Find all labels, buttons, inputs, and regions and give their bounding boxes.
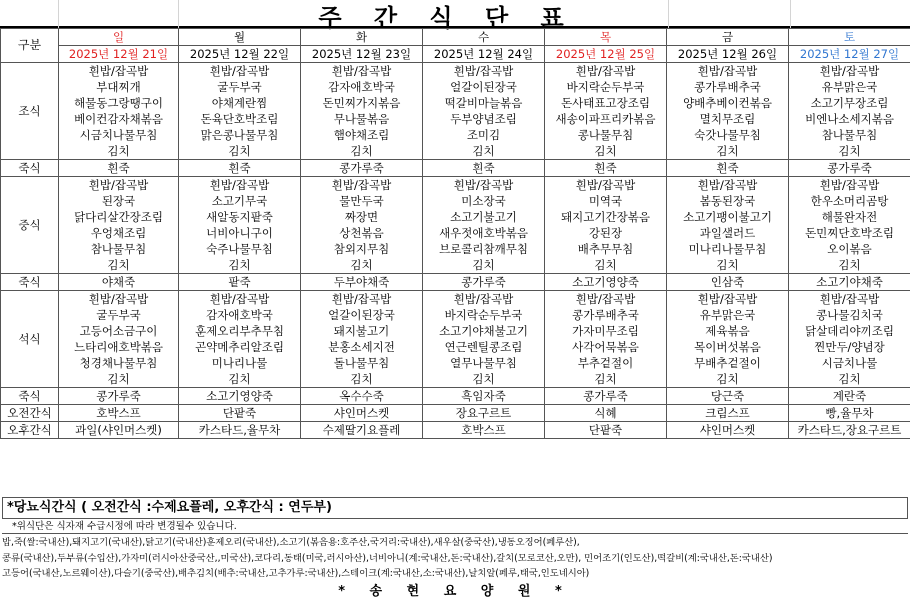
menu-item: 김치 bbox=[59, 371, 179, 388]
menu-item: 김치 bbox=[789, 371, 910, 388]
menu-item: 흰밥/잡곡밥 bbox=[545, 291, 667, 308]
day-name: 토 bbox=[789, 29, 910, 46]
day-name: 월 bbox=[179, 29, 301, 46]
menu-item: 숙주나물무침 bbox=[179, 241, 301, 257]
menu-row bbox=[1, 193, 910, 209]
menu-item: 미나리나물 bbox=[179, 355, 301, 371]
menu-item: 우엉채조림 bbox=[59, 225, 179, 241]
menu-item: 무나물볶음 bbox=[301, 111, 423, 127]
menu-item: 크림스프 bbox=[667, 405, 789, 422]
menu-item: 콩가루죽 bbox=[545, 388, 667, 405]
grid-line bbox=[790, 0, 791, 28]
menu-item: 김치 bbox=[545, 371, 667, 388]
menu-row bbox=[1, 371, 910, 388]
menu-item: 옥수수죽 bbox=[301, 388, 423, 405]
menu-item: 김치 bbox=[667, 371, 789, 388]
menu-item: 햄야채조림 bbox=[301, 127, 423, 143]
menu-item: 빵,율무차 bbox=[789, 405, 910, 422]
menu-item: 호박스프 bbox=[59, 405, 179, 422]
menu-item: 김치 bbox=[667, 257, 789, 274]
meal-label: 죽식 bbox=[1, 160, 59, 177]
menu-row bbox=[1, 257, 910, 274]
menu-item: 숙갓나물무침 bbox=[667, 127, 789, 143]
menu-item: 두부야채죽 bbox=[301, 274, 423, 291]
day-name: 화 bbox=[301, 29, 423, 46]
menu-item: 굴두부국 bbox=[59, 307, 179, 323]
menu-item: 흰밥/잡곡밥 bbox=[59, 63, 179, 80]
menu-item: 물만두국 bbox=[301, 193, 423, 209]
menu-item: 비엔나소세지볶음 bbox=[789, 111, 910, 127]
menu-item: 김치 bbox=[301, 371, 423, 388]
meal-label: 죽식 bbox=[1, 388, 59, 405]
menu-item: 돈민찌가지볶음 bbox=[301, 95, 423, 111]
menu-row bbox=[1, 323, 910, 339]
menu-item: 흰죽 bbox=[423, 160, 545, 177]
facility-name-footer: * 송 현 요 양 원 * bbox=[338, 584, 572, 599]
menu-row bbox=[1, 160, 910, 177]
menu-item: 김치 bbox=[179, 257, 301, 274]
menu-item: 호박스프 bbox=[423, 422, 545, 439]
menu-item: 김치 bbox=[423, 257, 545, 274]
menu-row bbox=[1, 339, 910, 355]
menu-item: 김치 bbox=[59, 257, 179, 274]
grid-line bbox=[58, 0, 59, 28]
menu-item: 두부양념조림 bbox=[423, 111, 545, 127]
menu-item: 흑임자죽 bbox=[423, 388, 545, 405]
menu-item: 흰밥/잡곡밥 bbox=[179, 177, 301, 194]
menu-item: 해물완자전 bbox=[789, 209, 910, 225]
menu-item: 흰밥/잡곡밥 bbox=[423, 291, 545, 308]
menu-item: 새송이파프리카볶음 bbox=[545, 111, 667, 127]
menu-row bbox=[1, 291, 910, 308]
menu-item: 돈육단호박조림 bbox=[179, 111, 301, 127]
menu-item: 시금치나물 bbox=[789, 355, 910, 371]
menu-item: 콩가루죽 bbox=[789, 160, 910, 177]
menu-item: 카스타드,장요구르트 bbox=[789, 422, 910, 439]
title-row bbox=[0, 0, 910, 32]
menu-item: 유부맑은국 bbox=[667, 307, 789, 323]
menu-item: 소고기불고기 bbox=[423, 209, 545, 225]
menu-item: 바지락순두부국 bbox=[423, 307, 545, 323]
menu-item: 흰밥/잡곡밥 bbox=[667, 291, 789, 308]
menu-item: 유부맑은국 bbox=[789, 79, 910, 95]
menu-item: 소고기영양죽 bbox=[179, 388, 301, 405]
menu-item: 과일(샤인머스켓) bbox=[59, 422, 179, 439]
day-date: 2025년 12월 22일 bbox=[179, 46, 301, 63]
menu-item: 당근죽 bbox=[667, 388, 789, 405]
day-date: 2025년 12월 25일 bbox=[545, 46, 667, 63]
menu-item: 연근렌틸콩조림 bbox=[423, 339, 545, 355]
menu-item: 소고기팽이불고기 bbox=[667, 209, 789, 225]
day-date: 2025년 12월 26일 bbox=[667, 46, 789, 63]
menu-row bbox=[1, 127, 910, 143]
meal-label: 중식 bbox=[1, 177, 59, 274]
menu-item: 제육볶음 bbox=[667, 323, 789, 339]
menu-item: 흰밥/잡곡밥 bbox=[789, 291, 910, 308]
day-date: 2025년 12월 24일 bbox=[423, 46, 545, 63]
header-label: 구분 bbox=[1, 29, 59, 63]
day-name: 금 bbox=[667, 29, 789, 46]
menu-item: 새알동지팥죽 bbox=[179, 209, 301, 225]
menu-item: 콩가루죽 bbox=[59, 388, 179, 405]
menu-item: 돼지고기간장볶음 bbox=[545, 209, 667, 225]
menu-item: 흰밥/잡곡밥 bbox=[301, 291, 423, 308]
menu-item: 굴두부국 bbox=[179, 79, 301, 95]
menu-row bbox=[1, 355, 910, 371]
menu-item: 돈민찌단호박조림 bbox=[789, 225, 910, 241]
menu-item: 김치 bbox=[179, 371, 301, 388]
menu-item: 미나리나물무침 bbox=[667, 241, 789, 257]
menu-item: 야채죽 bbox=[59, 274, 179, 291]
page-title: 주 간 식 단 표 bbox=[318, 4, 576, 32]
menu-item: 김치 bbox=[667, 143, 789, 160]
menu-item: 떡갈비마늘볶음 bbox=[423, 95, 545, 111]
menu-item: 오이볶음 bbox=[789, 241, 910, 257]
menu-item: 흰죽 bbox=[179, 160, 301, 177]
menu-item: 감자애호박국 bbox=[301, 79, 423, 95]
menu-item: 흰밥/잡곡밥 bbox=[667, 177, 789, 194]
menu-item: 흰밥/잡곡밥 bbox=[179, 291, 301, 308]
menu-item: 콩나물김치국 bbox=[789, 307, 910, 323]
weekly-menu-table bbox=[0, 28, 910, 439]
menu-item: 닭다리살간장조림 bbox=[59, 209, 179, 225]
menu-row bbox=[1, 405, 910, 422]
menu-item: 흰밥/잡곡밥 bbox=[789, 177, 910, 194]
menu-row bbox=[1, 143, 910, 160]
menu-item: 참나물무침 bbox=[59, 241, 179, 257]
menu-row bbox=[1, 95, 910, 111]
menu-item: 김치 bbox=[301, 143, 423, 160]
menu-item: 흰밥/잡곡밥 bbox=[179, 63, 301, 80]
menu-item: 찐만두/양념장 bbox=[789, 339, 910, 355]
menu-row bbox=[1, 274, 910, 291]
menu-item: 식혜 bbox=[545, 405, 667, 422]
menu-item: 흰밥/잡곡밥 bbox=[59, 177, 179, 194]
menu-item: 양배추베이컨볶음 bbox=[667, 95, 789, 111]
menu-item: 샤인머스켓 bbox=[667, 422, 789, 439]
menu-item: 해물동그랑땡구이 bbox=[59, 95, 179, 111]
menu-item: 브로콜리참깨무침 bbox=[423, 241, 545, 257]
origin-line: 콩류(국내산),두부류(수입산),가자미(러시아산중국산,,미국산),코다리,동태(미국,러시아산),너비아니(계:국내산,돈:국내산),갈치(모로코산,오만), 민어조기(인도산),떡갈비(계:국내산,돈:국내산) bbox=[2, 552, 773, 564]
menu-row bbox=[1, 307, 910, 323]
meal-label: 죽식 bbox=[1, 274, 59, 291]
menu-item: 너비아니구이 bbox=[179, 225, 301, 241]
menu-item: 곤약메추리알조림 bbox=[179, 339, 301, 355]
menu-item: 가자미무조림 bbox=[545, 323, 667, 339]
menu-item: 계란죽 bbox=[789, 388, 910, 405]
menu-item: 콩가루죽 bbox=[423, 274, 545, 291]
menu-item: 소고기야채불고기 bbox=[423, 323, 545, 339]
origin-line: 밥,죽(쌀:국내산),돼지고기(국내산),닭고기(국내산)훈제오리(국내산),소고기(볶음용:호주산,국거리:국내산),새우살(중국산),냉동오징어(페루산), bbox=[2, 537, 580, 548]
menu-item: 김치 bbox=[545, 257, 667, 274]
meal-label: 오후간식 bbox=[1, 422, 59, 439]
menu-item: 수제딸기요플레 bbox=[301, 422, 423, 439]
menu-item: 김치 bbox=[179, 143, 301, 160]
meal-label: 석식 bbox=[1, 291, 59, 388]
menu-item: 베이컨감자채볶음 bbox=[59, 111, 179, 127]
menu-item: 김치 bbox=[423, 143, 545, 160]
menu-item: 봄동된장국 bbox=[667, 193, 789, 209]
menu-item: 콩나물무침 bbox=[545, 127, 667, 143]
menu-row bbox=[1, 422, 910, 439]
day-name: 수 bbox=[423, 29, 545, 46]
menu-item: 고등어소금구이 bbox=[59, 323, 179, 339]
menu-item: 열무나물무침 bbox=[423, 355, 545, 371]
menu-item: 흰밥/잡곡밥 bbox=[789, 63, 910, 80]
menu-item: 인삼죽 bbox=[667, 274, 789, 291]
menu-item: 콩가루배추국 bbox=[667, 79, 789, 95]
menu-item: 흰죽 bbox=[545, 160, 667, 177]
menu-item: 참나물무침 bbox=[789, 127, 910, 143]
menu-item: 김치 bbox=[59, 143, 179, 160]
menu-item: 짜장면 bbox=[301, 209, 423, 225]
menu-item: 사각어묵볶음 bbox=[545, 339, 667, 355]
menu-item: 콩가루배추국 bbox=[545, 307, 667, 323]
meal-label: 오전간식 bbox=[1, 405, 59, 422]
menu-item: 분홍소세지전 bbox=[301, 339, 423, 355]
menu-item: 소고기무장조림 bbox=[789, 95, 910, 111]
menu-item: 단팥죽 bbox=[545, 422, 667, 439]
menu-item: 맑은콩나물무침 bbox=[179, 127, 301, 143]
diabetes-snack-note: *당뇨식간식 ( 오전간식 :수제요플레, 오후간식 : 연두부) bbox=[2, 497, 908, 519]
menu-item: 흰밥/잡곡밥 bbox=[301, 177, 423, 194]
menu-item: 돼지불고기 bbox=[301, 323, 423, 339]
menu-item: 카스타드,율무차 bbox=[179, 422, 301, 439]
change-notice: *위식단은 식자재 수급시정에 따라 변경될수 있습니다. bbox=[2, 520, 908, 534]
day-header-row bbox=[1, 29, 910, 46]
meal-label: 조식 bbox=[1, 63, 59, 160]
menu-item: 장요구르트 bbox=[423, 405, 545, 422]
menu-item: 감자애호박국 bbox=[179, 307, 301, 323]
menu-item: 닭살데리야끼조림 bbox=[789, 323, 910, 339]
menu-item: 얼갈이된장국 bbox=[423, 79, 545, 95]
menu-item: 김치 bbox=[789, 257, 910, 274]
menu-item: 조미김 bbox=[423, 127, 545, 143]
day-name: 목 bbox=[545, 29, 667, 46]
menu-row bbox=[1, 225, 910, 241]
menu-row bbox=[1, 241, 910, 257]
menu-item: 흰밥/잡곡밥 bbox=[301, 63, 423, 80]
menu-row bbox=[1, 177, 910, 194]
menu-item: 부대찌개 bbox=[59, 79, 179, 95]
menu-item: 강된장 bbox=[545, 225, 667, 241]
menu-item: 새우젓애호박볶음 bbox=[423, 225, 545, 241]
menu-item: 느타리애호박볶음 bbox=[59, 339, 179, 355]
menu-item: 돈사태표고장조림 bbox=[545, 95, 667, 111]
origin-info bbox=[2, 535, 908, 582]
menu-item: 소고기영양죽 bbox=[545, 274, 667, 291]
menu-item: 흰밥/잡곡밥 bbox=[423, 63, 545, 80]
menu-row bbox=[1, 79, 910, 95]
menu-item: 청경채나물무침 bbox=[59, 355, 179, 371]
menu-row bbox=[1, 111, 910, 127]
menu-item: 소고기야채죽 bbox=[789, 274, 910, 291]
menu-item: 흰밥/잡곡밥 bbox=[667, 63, 789, 80]
menu-item: 시금치나물무침 bbox=[59, 127, 179, 143]
grid-line bbox=[178, 0, 179, 28]
origin-line: 고등어(국내산,노르웨이산),다슬기(중국산),배추김치(배추:국내산,고추가루:국내산),스테이크(계:국내산,소:국내산),날치알(페루,태국,인도네시아) bbox=[2, 568, 590, 579]
menu-item: 콩가루죽 bbox=[301, 160, 423, 177]
menu-item: 멸치무조림 bbox=[667, 111, 789, 127]
menu-item: 목이버섯볶음 bbox=[667, 339, 789, 355]
day-date: 2025년 12월 27일 bbox=[789, 46, 910, 63]
menu-item: 단팥죽 bbox=[179, 405, 301, 422]
menu-item: 훈제오리부추무침 bbox=[179, 323, 301, 339]
menu-item: 돌나물무침 bbox=[301, 355, 423, 371]
menu-item: 김치 bbox=[789, 143, 910, 160]
day-date: 2025년 12월 21일 bbox=[59, 46, 179, 63]
menu-item: 바지락순두부국 bbox=[545, 79, 667, 95]
menu-item: 흰죽 bbox=[59, 160, 179, 177]
menu-item: 부추겉절이 bbox=[545, 355, 667, 371]
day-name: 일 bbox=[59, 29, 179, 46]
menu-item: 무배추겉절이 bbox=[667, 355, 789, 371]
menu-row bbox=[1, 63, 910, 80]
menu-row bbox=[1, 209, 910, 225]
menu-item: 흰밥/잡곡밥 bbox=[59, 291, 179, 308]
menu-item: 소고기무국 bbox=[179, 193, 301, 209]
menu-item: 샤인머스켓 bbox=[301, 405, 423, 422]
menu-item: 흰밥/잡곡밥 bbox=[423, 177, 545, 194]
menu-row bbox=[1, 388, 910, 405]
menu-item: 김치 bbox=[545, 143, 667, 160]
menu-item: 김치 bbox=[423, 371, 545, 388]
day-date: 2025년 12월 23일 bbox=[301, 46, 423, 63]
menu-item: 참외지무침 bbox=[301, 241, 423, 257]
menu-item: 흰밥/잡곡밥 bbox=[545, 63, 667, 80]
menu-item: 한우소머리곰탕 bbox=[789, 193, 910, 209]
menu-item: 미역국 bbox=[545, 193, 667, 209]
menu-item: 팥죽 bbox=[179, 274, 301, 291]
menu-item: 배추무무침 bbox=[545, 241, 667, 257]
menu-item: 된장국 bbox=[59, 193, 179, 209]
menu-item: 얼갈이된장국 bbox=[301, 307, 423, 323]
menu-item: 흰죽 bbox=[667, 160, 789, 177]
menu-item: 과일샐러드 bbox=[667, 225, 789, 241]
menu-item: 김치 bbox=[301, 257, 423, 274]
menu-item: 흰밥/잡곡밥 bbox=[545, 177, 667, 194]
menu-item: 상천볶음 bbox=[301, 225, 423, 241]
date-header-row bbox=[1, 46, 910, 63]
menu-item: 미소장국 bbox=[423, 193, 545, 209]
menu-item: 야채계란찜 bbox=[179, 95, 301, 111]
